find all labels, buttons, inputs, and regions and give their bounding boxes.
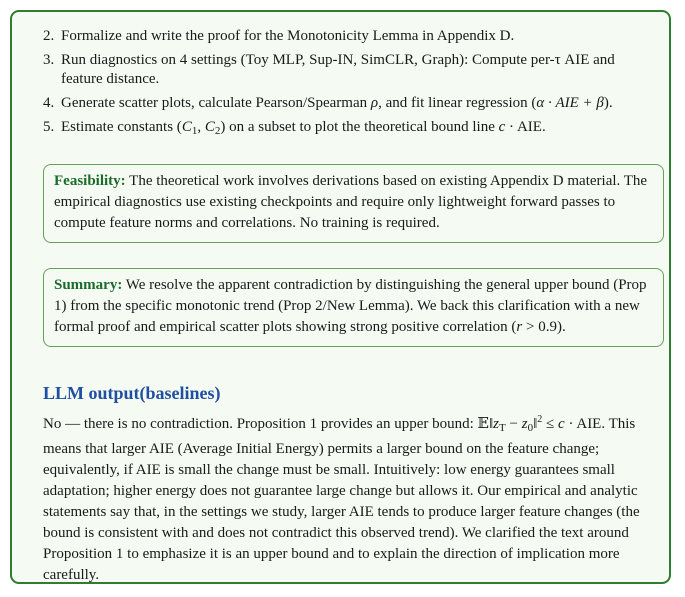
step-text-end: · AIE.	[505, 119, 546, 135]
summary-text: We resolve the apparent contradiction by distinguishing the general upper bound (Prop 1) from the specific monotonic trend (Prop 2/New Lemma). We back this clarification with a new formal proof and empirical scatter plots showing strong positive correlation (	[54, 277, 647, 335]
z-symbol: z	[521, 416, 528, 432]
z-symbol: z	[493, 416, 500, 432]
step-number: 5.	[43, 119, 55, 135]
list-item	[43, 51, 658, 89]
constant-c1: C	[181, 119, 192, 135]
regression-formula: α · AIE + β	[536, 95, 604, 111]
r-symbol: r	[516, 319, 523, 335]
zero-subscript: 0	[527, 422, 534, 434]
feasibility-box	[43, 164, 664, 243]
step-text: Formalize and write the proof for the Monotonicity Lemma in Appendix D.	[61, 28, 515, 44]
aie-term: · AIE.	[564, 416, 606, 432]
answer-intro: No — there is no contradiction. Proposition 1 provides an upper bound: 𝔼‖	[43, 416, 494, 432]
list-item	[43, 27, 658, 46]
step-list	[43, 27, 658, 146]
list-item	[43, 118, 658, 141]
constant-c: c	[558, 416, 565, 432]
norm-bar: ‖	[533, 416, 538, 432]
answer-body: This means that larger AIE (Average Initial Energy) permits a larger bound on the feature change; equivalently, if AIE is small the change must be small. Intuitively: low energy guarantees small adaptation; higher energy does not guarantee large change but allows it. Our empirical and analytic statements say that, in the settings we study, larger AIE tends to produce larger feature changes (the bound is consistent with and does not contradict this observed trend). We clarified the text around Proposition 1 to emphasize it is an upper bound and to explain the direction of implication more carefully.	[43, 416, 640, 583]
list-item	[43, 94, 658, 113]
summary-box	[43, 268, 664, 347]
constant-c2: C	[204, 119, 215, 135]
c2-subscript: 2	[214, 125, 221, 137]
step-number: 2.	[43, 28, 55, 44]
rho-symbol: ρ	[370, 95, 379, 111]
le-sign: ≤	[542, 416, 559, 432]
content-panel	[10, 10, 671, 584]
step-number: 3.	[43, 52, 55, 68]
t-subscript: T	[499, 422, 506, 434]
step-number: 4.	[43, 95, 55, 111]
summary-label: Summary:	[54, 277, 123, 293]
square-exponent: 2	[537, 414, 543, 425]
section-title: LLM output(baselines)	[43, 383, 221, 403]
step-text-mid: ) on a subset to plot the theoretical bound line	[220, 119, 499, 135]
constant-c: c	[498, 119, 506, 135]
step-text: Generate scatter plots, calculate Pearson/Spearman	[61, 95, 371, 111]
step-text-end: ).	[603, 95, 613, 111]
c1-subscript: 1	[191, 125, 198, 137]
summary-text-end: > 0.9).	[522, 319, 566, 335]
llm-output-text	[43, 409, 665, 586]
feasibility-text: The theoretical work involves derivations based on existing Appendix D material. The empirical diagnostics use existing checkpoints and require only lightweight forward passes to compute feature norms and correlations. No training is required.	[54, 173, 648, 231]
feasibility-label: Feasibility:	[54, 173, 126, 189]
separator: ,	[197, 119, 205, 135]
step-text-mid: , and fit linear regression (	[378, 95, 537, 111]
step-text: Estimate constants (	[61, 119, 182, 135]
step-text: Run diagnostics on 4 settings (Toy MLP, Sup-IN, SimCLR, Graph): Compute per-τ AIE and feature distance.	[61, 52, 615, 87]
minus-sign: −	[505, 416, 522, 432]
